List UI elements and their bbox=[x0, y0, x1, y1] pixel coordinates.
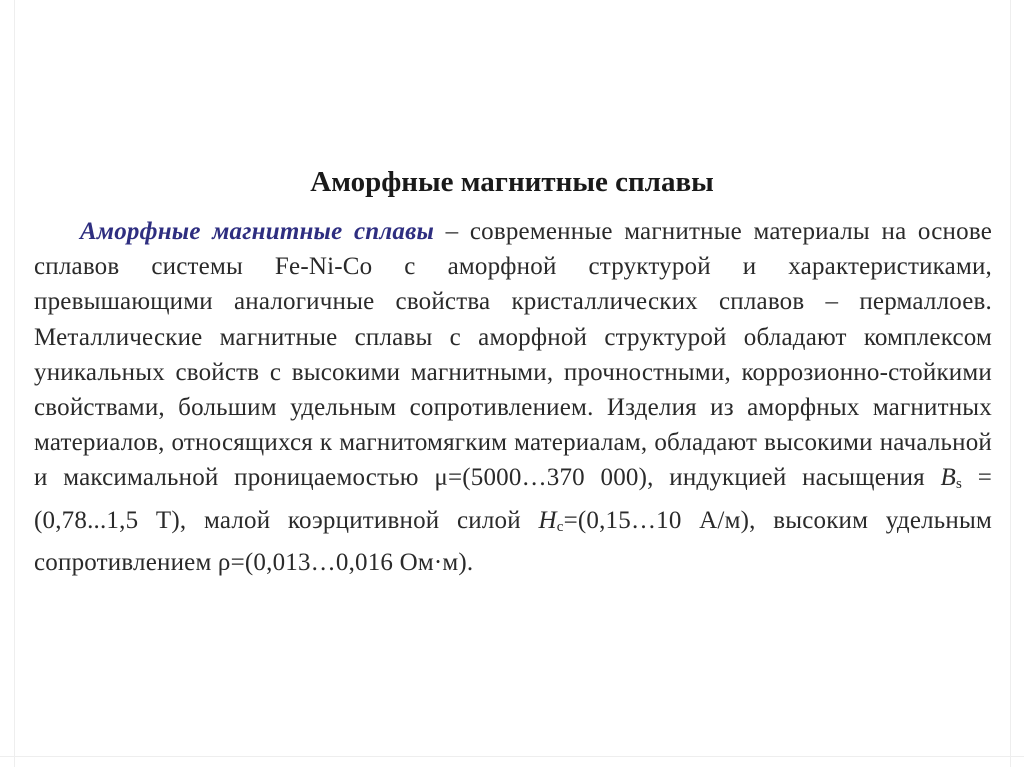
saturation-induction-subscript: s bbox=[956, 476, 963, 493]
frame-bottom-border bbox=[0, 756, 1024, 757]
coercive-force-subscript: c bbox=[556, 518, 564, 535]
body-paragraph bbox=[34, 214, 992, 580]
paragraph-text-2: =(0,78...1,5 Т), малой коэрцитивной силой bbox=[34, 464, 993, 534]
defined-term: Аморфные магнитные сплавы bbox=[80, 218, 435, 245]
coercive-force-symbol: H bbox=[538, 506, 557, 534]
saturation-induction-symbol: B bbox=[940, 464, 956, 492]
paragraph-text-3: =(0,15…10 А/м), высоким удельным сопротивлением ρ=(0,013…0,016 Ом·м). bbox=[34, 506, 992, 576]
frame-right-border bbox=[1010, 0, 1011, 767]
frame-left-border bbox=[14, 0, 15, 767]
paragraph-text-1: – современные магнитные материалы на основе сплавов системы Fe-Ni-Co с аморфной структурой и характеристиками, превышающими аналогичные свойства кристаллических сплавов – пермаллоев. Металлические магнитные сплавы с аморфной структурой обладают комплексом уникальных свойств с высокими магнитными, прочностными, коррозионно-стойкими свойствами, большим удельным сопротивлением. Изделия из аморфных магнитных материалов, относящихся к магнитомягким материалам, обладают высокими начальной и максимальной проницаемостью μ=(5000…370 000), индукцией насыщения bbox=[34, 218, 992, 492]
slide-title: Аморфные магнитные сплавы bbox=[310, 166, 714, 198]
